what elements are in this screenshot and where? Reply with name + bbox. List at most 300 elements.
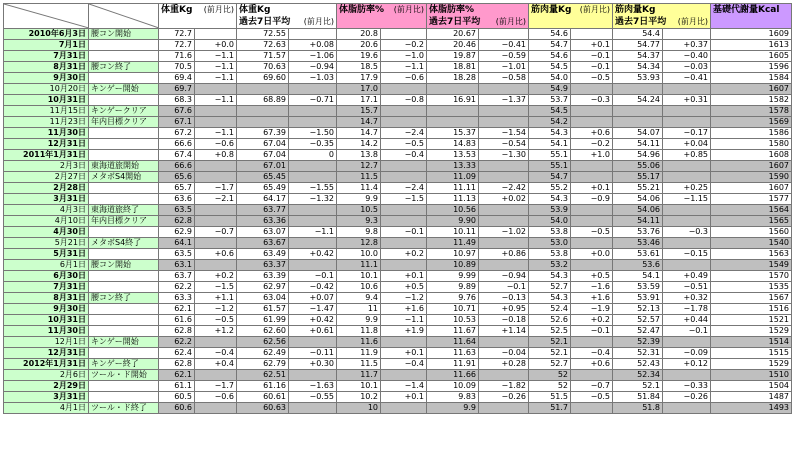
date-cell[interactable]: 2月27日 [4,172,89,183]
fat-avg-diff-cell[interactable]: +1.14 [479,326,529,337]
muscle-cell[interactable]: 54.3 [529,271,571,282]
date-cell[interactable]: 12月1日 [4,337,89,348]
event-cell[interactable] [89,183,159,194]
fat-cell[interactable]: 11.5 [337,172,381,183]
fat-avg-diff-cell[interactable]: −0.58 [479,73,529,84]
weight-avg-diff-cell[interactable] [289,84,337,95]
weight-avg-cell[interactable]: 61.57 [237,304,289,315]
fat-diff-cell[interactable] [381,238,427,249]
muscle-diff-cell[interactable] [571,29,613,40]
weight-diff-cell[interactable] [195,172,237,183]
fat-cell[interactable]: 18.5 [337,62,381,73]
weight-diff-cell[interactable] [195,370,237,381]
fat-avg-cell[interactable]: 15.37 [427,128,479,139]
muscle-avg-cell[interactable]: 54.1 [613,271,663,282]
fat-avg-diff-cell[interactable]: +0.28 [479,359,529,370]
weight-avg-cell[interactable]: 60.63 [237,403,289,414]
weight-cell[interactable]: 63.1 [159,260,195,271]
weight-avg-diff-cell[interactable]: −1.50 [289,128,337,139]
date-cell[interactable]: 7月1日 [4,40,89,51]
muscle-cell[interactable]: 55.1 [529,161,571,172]
date-cell[interactable]: 10月31日 [4,95,89,106]
event-cell[interactable]: 年内目標クリア [89,216,159,227]
muscle-avg-cell[interactable]: 54.11 [613,216,663,227]
fat-diff-cell[interactable]: −1.1 [381,315,427,326]
muscle-diff-cell[interactable]: +1.6 [571,293,613,304]
weight-avg-cell[interactable]: 72.55 [237,29,289,40]
weight-cell[interactable]: 63.5 [159,205,195,216]
date-cell[interactable]: 6月30日 [4,271,89,282]
basal-cell[interactable]: 1564 [711,205,792,216]
muscle-diff-cell[interactable] [571,117,613,128]
event-cell[interactable] [89,249,159,260]
weight-cell[interactable]: 66.6 [159,139,195,150]
weight-avg-diff-cell[interactable]: −0.1 [289,271,337,282]
weight-diff-cell[interactable]: −1.5 [195,282,237,293]
weight-avg-diff-cell[interactable]: −0.35 [289,139,337,150]
muscle-avg-diff-cell[interactable]: +0.25 [663,183,711,194]
weight-diff-cell[interactable] [195,161,237,172]
muscle-avg-diff-cell[interactable]: −0.17 [663,128,711,139]
event-cell[interactable] [89,315,159,326]
event-cell[interactable] [89,348,159,359]
muscle-avg-cell[interactable]: 55.17 [613,172,663,183]
basal-cell[interactable]: 1586 [711,128,792,139]
fat-avg-diff-cell[interactable]: −1.54 [479,128,529,139]
muscle-diff-cell[interactable]: +0.5 [571,271,613,282]
weight-cell[interactable]: 63.7 [159,271,195,282]
fat-avg-cell[interactable]: 20.67 [427,29,479,40]
muscle-avg-cell[interactable]: 54.37 [613,51,663,62]
muscle-cell[interactable]: 54.0 [529,216,571,227]
fat-diff-cell[interactable] [381,29,427,40]
fat-avg-diff-cell[interactable]: −1.01 [479,62,529,73]
muscle-avg-cell[interactable]: 52.1 [613,381,663,392]
fat-avg-diff-cell[interactable]: −1.37 [479,95,529,106]
weight-avg-cell[interactable]: 67.04 [237,139,289,150]
muscle-cell[interactable]: 52.5 [529,326,571,337]
basal-cell[interactable]: 1510 [711,370,792,381]
event-cell[interactable]: 東海道旅開始 [89,161,159,172]
weight-avg-cell[interactable]: 67.39 [237,128,289,139]
fat-avg-cell[interactable]: 9.99 [427,271,479,282]
fat-cell[interactable]: 19.6 [337,51,381,62]
basal-cell[interactable]: 1521 [711,315,792,326]
fat-avg-cell[interactable]: 9.90 [427,216,479,227]
fat-diff-cell[interactable]: −1.5 [381,194,427,205]
weight-cell[interactable]: 60.6 [159,403,195,414]
fat-avg-cell[interactable] [427,84,479,95]
fat-avg-cell[interactable]: 11.11 [427,183,479,194]
event-cell[interactable]: 腰コン終了 [89,62,159,73]
fat-avg-diff-cell[interactable] [479,106,529,117]
fat-cell[interactable]: 11.4 [337,183,381,194]
weight-avg-cell[interactable]: 62.56 [237,337,289,348]
muscle-avg-diff-cell[interactable]: +0.37 [663,40,711,51]
muscle-avg-diff-cell[interactable]: +0.12 [663,359,711,370]
muscle-diff-cell[interactable]: −0.5 [571,227,613,238]
event-cell[interactable]: 腰コン開始 [89,260,159,271]
muscle-avg-diff-cell[interactable] [663,172,711,183]
muscle-avg-diff-cell[interactable] [663,161,711,172]
muscle-cell[interactable]: 53.8 [529,249,571,260]
fat-avg-cell[interactable]: 16.91 [427,95,479,106]
fat-diff-cell[interactable]: +1.9 [381,326,427,337]
fat-avg-diff-cell[interactable]: −0.1 [479,282,529,293]
muscle-cell[interactable]: 55.2 [529,183,571,194]
weight-cell[interactable]: 63.3 [159,293,195,304]
weight-diff-cell[interactable]: +0.2 [195,271,237,282]
muscle-cell[interactable]: 54.3 [529,128,571,139]
fat-cell[interactable]: 12.7 [337,161,381,172]
muscle-cell[interactable]: 54.5 [529,106,571,117]
basal-cell[interactable]: 1540 [711,238,792,249]
weight-diff-cell[interactable]: −1.1 [195,51,237,62]
weight-cell[interactable]: 67.2 [159,128,195,139]
basal-cell[interactable]: 1487 [711,392,792,403]
date-cell[interactable]: 11月15日 [4,106,89,117]
muscle-avg-diff-cell[interactable] [663,260,711,271]
weight-diff-cell[interactable] [195,106,237,117]
muscle-avg-diff-cell[interactable]: −0.41 [663,73,711,84]
fat-diff-cell[interactable] [381,117,427,128]
muscle-diff-cell[interactable]: −0.1 [571,326,613,337]
fat-avg-diff-cell[interactable]: −1.82 [479,381,529,392]
fat-cell[interactable]: 10.2 [337,392,381,403]
fat-diff-cell[interactable] [381,106,427,117]
muscle-avg-diff-cell[interactable]: +0.04 [663,139,711,150]
muscle-avg-cell[interactable]: 55.06 [613,161,663,172]
fat-cell[interactable]: 11.5 [337,359,381,370]
muscle-cell[interactable]: 52 [529,370,571,381]
weight-cell[interactable]: 63.6 [159,194,195,205]
event-cell[interactable] [89,392,159,403]
basal-cell[interactable]: 1535 [711,282,792,293]
event-cell[interactable]: ツール・ド終了 [89,403,159,414]
event-cell[interactable] [89,194,159,205]
weight-diff-cell[interactable]: −0.7 [195,227,237,238]
event-cell[interactable] [89,271,159,282]
date-cell[interactable]: 2010年6月3日 [4,29,89,40]
fat-avg-cell[interactable]: 10.97 [427,249,479,260]
fat-avg-cell[interactable]: 11.91 [427,359,479,370]
weight-diff-cell[interactable]: −0.4 [195,348,237,359]
basal-cell[interactable]: 1607 [711,161,792,172]
muscle-diff-cell[interactable]: −0.1 [571,62,613,73]
weight-diff-cell[interactable]: +1.2 [195,326,237,337]
event-cell[interactable]: メタボS4開始 [89,172,159,183]
fat-diff-cell[interactable]: −1.2 [381,293,427,304]
fat-diff-cell[interactable]: −0.5 [381,139,427,150]
fat-avg-diff-cell[interactable]: −1.02 [479,227,529,238]
weight-diff-cell[interactable]: −0.6 [195,392,237,403]
weight-avg-cell[interactable]: 71.57 [237,51,289,62]
muscle-diff-cell[interactable]: +0.1 [571,40,613,51]
weight-avg-cell[interactable]: 60.61 [237,392,289,403]
muscle-avg-diff-cell[interactable]: −0.15 [663,249,711,260]
weight-avg-diff-cell[interactable] [289,216,337,227]
muscle-diff-cell[interactable]: +0.6 [571,359,613,370]
fat-avg-cell[interactable]: 11.63 [427,348,479,359]
fat-cell[interactable]: 10.6 [337,282,381,293]
muscle-avg-cell[interactable]: 51.84 [613,392,663,403]
event-cell[interactable] [89,40,159,51]
muscle-cell[interactable]: 54.0 [529,73,571,84]
weight-avg-cell[interactable]: 63.77 [237,205,289,216]
fat-diff-cell[interactable]: +0.1 [381,271,427,282]
muscle-diff-cell[interactable]: +0.1 [571,183,613,194]
basal-cell[interactable]: 1549 [711,260,792,271]
fat-avg-diff-cell[interactable]: −0.41 [479,40,529,51]
fat-cell[interactable]: 9.3 [337,216,381,227]
weight-avg-diff-cell[interactable] [289,238,337,249]
weight-avg-diff-cell[interactable]: +0.30 [289,359,337,370]
fat-avg-diff-cell[interactable] [479,370,529,381]
fat-avg-diff-cell[interactable]: −0.04 [479,348,529,359]
muscle-avg-diff-cell[interactable] [663,403,711,414]
fat-diff-cell[interactable]: −0.1 [381,227,427,238]
fat-cell[interactable]: 10.5 [337,205,381,216]
weight-avg-cell[interactable]: 68.89 [237,95,289,106]
muscle-avg-cell[interactable]: 54.24 [613,95,663,106]
fat-diff-cell[interactable] [381,205,427,216]
weight-diff-cell[interactable]: −1.7 [195,183,237,194]
weight-avg-diff-cell[interactable]: −0.94 [289,62,337,73]
weight-cell[interactable]: 69.7 [159,84,195,95]
weight-avg-cell[interactable]: 62.51 [237,370,289,381]
muscle-diff-cell[interactable] [571,84,613,95]
muscle-avg-cell[interactable]: 53.6 [613,260,663,271]
date-cell[interactable]: 3月31日 [4,194,89,205]
fat-avg-cell[interactable]: 10.89 [427,260,479,271]
weight-diff-cell[interactable]: −1.1 [195,128,237,139]
weight-cell[interactable]: 69.4 [159,73,195,84]
muscle-cell[interactable]: 54.3 [529,293,571,304]
muscle-avg-cell[interactable]: 52.31 [613,348,663,359]
muscle-avg-cell[interactable] [613,117,663,128]
fat-diff-cell[interactable]: −0.4 [381,359,427,370]
basal-cell[interactable]: 1613 [711,40,792,51]
fat-cell[interactable]: 9.8 [337,227,381,238]
fat-diff-cell[interactable]: −1.1 [381,62,427,73]
weight-cell[interactable]: 66.6 [159,161,195,172]
muscle-avg-cell[interactable]: 52.43 [613,359,663,370]
weight-avg-diff-cell[interactable]: −1.32 [289,194,337,205]
fat-diff-cell[interactable] [381,161,427,172]
weight-diff-cell[interactable] [195,216,237,227]
muscle-diff-cell[interactable] [571,370,613,381]
fat-cell[interactable]: 11.8 [337,326,381,337]
muscle-cell[interactable]: 54.7 [529,172,571,183]
muscle-avg-cell[interactable]: 54.34 [613,62,663,73]
date-cell[interactable]: 5月21日 [4,238,89,249]
weight-diff-cell[interactable]: −1.7 [195,381,237,392]
event-cell[interactable] [89,73,159,84]
weight-cell[interactable]: 64.1 [159,238,195,249]
weight-avg-cell[interactable]: 67.01 [237,161,289,172]
muscle-avg-diff-cell[interactable]: +0.85 [663,150,711,161]
weight-cell[interactable]: 62.1 [159,304,195,315]
muscle-diff-cell[interactable] [571,260,613,271]
event-cell[interactable] [89,51,159,62]
muscle-avg-cell[interactable] [613,106,663,117]
basal-cell[interactable]: 1493 [711,403,792,414]
weight-cell[interactable]: 67.1 [159,117,195,128]
event-cell[interactable] [89,150,159,161]
muscle-diff-cell[interactable] [571,403,613,414]
muscle-avg-cell[interactable]: 52.39 [613,337,663,348]
date-cell[interactable]: 2月29日 [4,381,89,392]
weight-avg-diff-cell[interactable] [289,29,337,40]
basal-cell[interactable]: 1567 [711,293,792,304]
weight-cell[interactable]: 62.2 [159,282,195,293]
basal-cell[interactable]: 1607 [711,84,792,95]
muscle-cell[interactable]: 54.6 [529,51,571,62]
weight-cell[interactable]: 65.6 [159,172,195,183]
muscle-avg-diff-cell[interactable] [663,238,711,249]
weight-avg-diff-cell[interactable] [289,205,337,216]
fat-avg-diff-cell[interactable] [479,216,529,227]
date-cell[interactable]: 10月20日 [4,84,89,95]
muscle-avg-cell[interactable]: 54.11 [613,139,663,150]
muscle-avg-cell[interactable]: 55.21 [613,183,663,194]
event-cell[interactable] [89,128,159,139]
fat-avg-diff-cell[interactable] [479,238,529,249]
weight-cell[interactable]: 72.7 [159,40,195,51]
weight-avg-diff-cell[interactable]: +0.07 [289,293,337,304]
weight-avg-diff-cell[interactable] [289,337,337,348]
weight-diff-cell[interactable]: +0.6 [195,249,237,260]
muscle-cell[interactable]: 52.1 [529,337,571,348]
muscle-diff-cell[interactable]: −0.5 [571,392,613,403]
basal-cell[interactable]: 1578 [711,106,792,117]
basal-cell[interactable]: 1605 [711,51,792,62]
event-cell[interactable] [89,95,159,106]
weight-cell[interactable]: 62.8 [159,326,195,337]
muscle-diff-cell[interactable] [571,106,613,117]
fat-avg-diff-cell[interactable] [479,29,529,40]
fat-avg-cell[interactable]: 10.71 [427,304,479,315]
weight-avg-diff-cell[interactable]: 0 [289,150,337,161]
event-cell[interactable]: キンゲークリア [89,106,159,117]
date-cell[interactable]: 5月31日 [4,249,89,260]
event-cell[interactable] [89,139,159,150]
weight-diff-cell[interactable] [195,337,237,348]
weight-avg-diff-cell[interactable]: −1.03 [289,73,337,84]
fat-cell[interactable]: 9.4 [337,293,381,304]
muscle-avg-diff-cell[interactable] [663,106,711,117]
weight-avg-cell[interactable]: 62.60 [237,326,289,337]
fat-avg-cell[interactable]: 9.76 [427,293,479,304]
event-cell[interactable]: 腰コン開始 [89,29,159,40]
muscle-avg-diff-cell[interactable] [663,205,711,216]
muscle-avg-cell[interactable]: 52.57 [613,315,663,326]
event-cell[interactable]: キンゲー開始 [89,337,159,348]
fat-avg-diff-cell[interactable]: −0.26 [479,392,529,403]
muscle-diff-cell[interactable]: −0.5 [571,73,613,84]
fat-diff-cell[interactable]: −1.4 [381,381,427,392]
weight-avg-cell[interactable]: 63.67 [237,238,289,249]
muscle-avg-cell[interactable]: 53.91 [613,293,663,304]
weight-avg-diff-cell[interactable] [289,117,337,128]
fat-avg-cell[interactable]: 18.81 [427,62,479,73]
weight-avg-cell[interactable]: 62.49 [237,348,289,359]
muscle-diff-cell[interactable]: −0.2 [571,139,613,150]
fat-diff-cell[interactable]: −1.0 [381,51,427,62]
fat-cell[interactable]: 20.8 [337,29,381,40]
basal-cell[interactable]: 1569 [711,117,792,128]
fat-avg-diff-cell[interactable]: −1.30 [479,150,529,161]
muscle-avg-diff-cell[interactable]: −0.40 [663,51,711,62]
weight-cell[interactable]: 63.5 [159,249,195,260]
muscle-cell[interactable]: 52.1 [529,348,571,359]
fat-diff-cell[interactable] [381,370,427,381]
basal-cell[interactable]: 1596 [711,62,792,73]
basal-cell[interactable]: 1516 [711,304,792,315]
event-cell[interactable]: 東海道旅終了 [89,205,159,216]
muscle-avg-diff-cell[interactable]: +0.32 [663,293,711,304]
weight-diff-cell[interactable]: −0.6 [195,139,237,150]
weight-cell[interactable]: 62.2 [159,337,195,348]
weight-cell[interactable]: 62.8 [159,216,195,227]
weight-cell[interactable]: 62.9 [159,227,195,238]
muscle-avg-diff-cell[interactable]: −0.09 [663,348,711,359]
fat-avg-cell[interactable]: 11.13 [427,194,479,205]
fat-diff-cell[interactable] [381,260,427,271]
fat-cell[interactable]: 12.8 [337,238,381,249]
weight-avg-diff-cell[interactable]: −1.1 [289,227,337,238]
fat-avg-diff-cell[interactable]: −0.59 [479,51,529,62]
weight-avg-cell[interactable]: 65.45 [237,172,289,183]
weight-diff-cell[interactable]: +0.0 [195,40,237,51]
fat-avg-diff-cell[interactable]: +0.86 [479,249,529,260]
weight-diff-cell[interactable] [195,84,237,95]
muscle-avg-diff-cell[interactable]: −0.26 [663,392,711,403]
date-cell[interactable]: 2月28日 [4,183,89,194]
weight-avg-cell[interactable]: 62.79 [237,359,289,370]
fat-diff-cell[interactable]: −0.8 [381,95,427,106]
muscle-avg-diff-cell[interactable]: +0.31 [663,95,711,106]
date-cell[interactable]: 2012年1月31日 [4,359,89,370]
weight-diff-cell[interactable] [195,205,237,216]
weight-avg-cell[interactable] [237,117,289,128]
fat-cell[interactable]: 14.7 [337,117,381,128]
weight-diff-cell[interactable]: +0.4 [195,359,237,370]
muscle-avg-cell[interactable]: 53.61 [613,249,663,260]
basal-cell[interactable]: 1514 [711,337,792,348]
fat-avg-diff-cell[interactable]: −0.54 [479,139,529,150]
weight-avg-diff-cell[interactable]: +0.42 [289,249,337,260]
weight-avg-cell[interactable]: 61.99 [237,315,289,326]
fat-avg-cell[interactable]: 19.87 [427,51,479,62]
fat-cell[interactable]: 10.1 [337,381,381,392]
muscle-diff-cell[interactable] [571,205,613,216]
basal-cell[interactable]: 1584 [711,73,792,84]
weight-diff-cell[interactable] [195,260,237,271]
muscle-avg-cell[interactable]: 54.4 [613,29,663,40]
muscle-diff-cell[interactable]: −0.1 [571,51,613,62]
muscle-avg-cell[interactable]: 51.8 [613,403,663,414]
fat-avg-cell[interactable]: 13.33 [427,161,479,172]
muscle-avg-diff-cell[interactable] [663,29,711,40]
weight-avg-cell[interactable]: 65.49 [237,183,289,194]
fat-avg-diff-cell[interactable] [479,172,529,183]
date-cell[interactable]: 11月30日 [4,326,89,337]
muscle-avg-diff-cell[interactable] [663,216,711,227]
fat-avg-cell[interactable]: 10.11 [427,227,479,238]
muscle-cell[interactable]: 54.9 [529,84,571,95]
weight-diff-cell[interactable] [195,117,237,128]
